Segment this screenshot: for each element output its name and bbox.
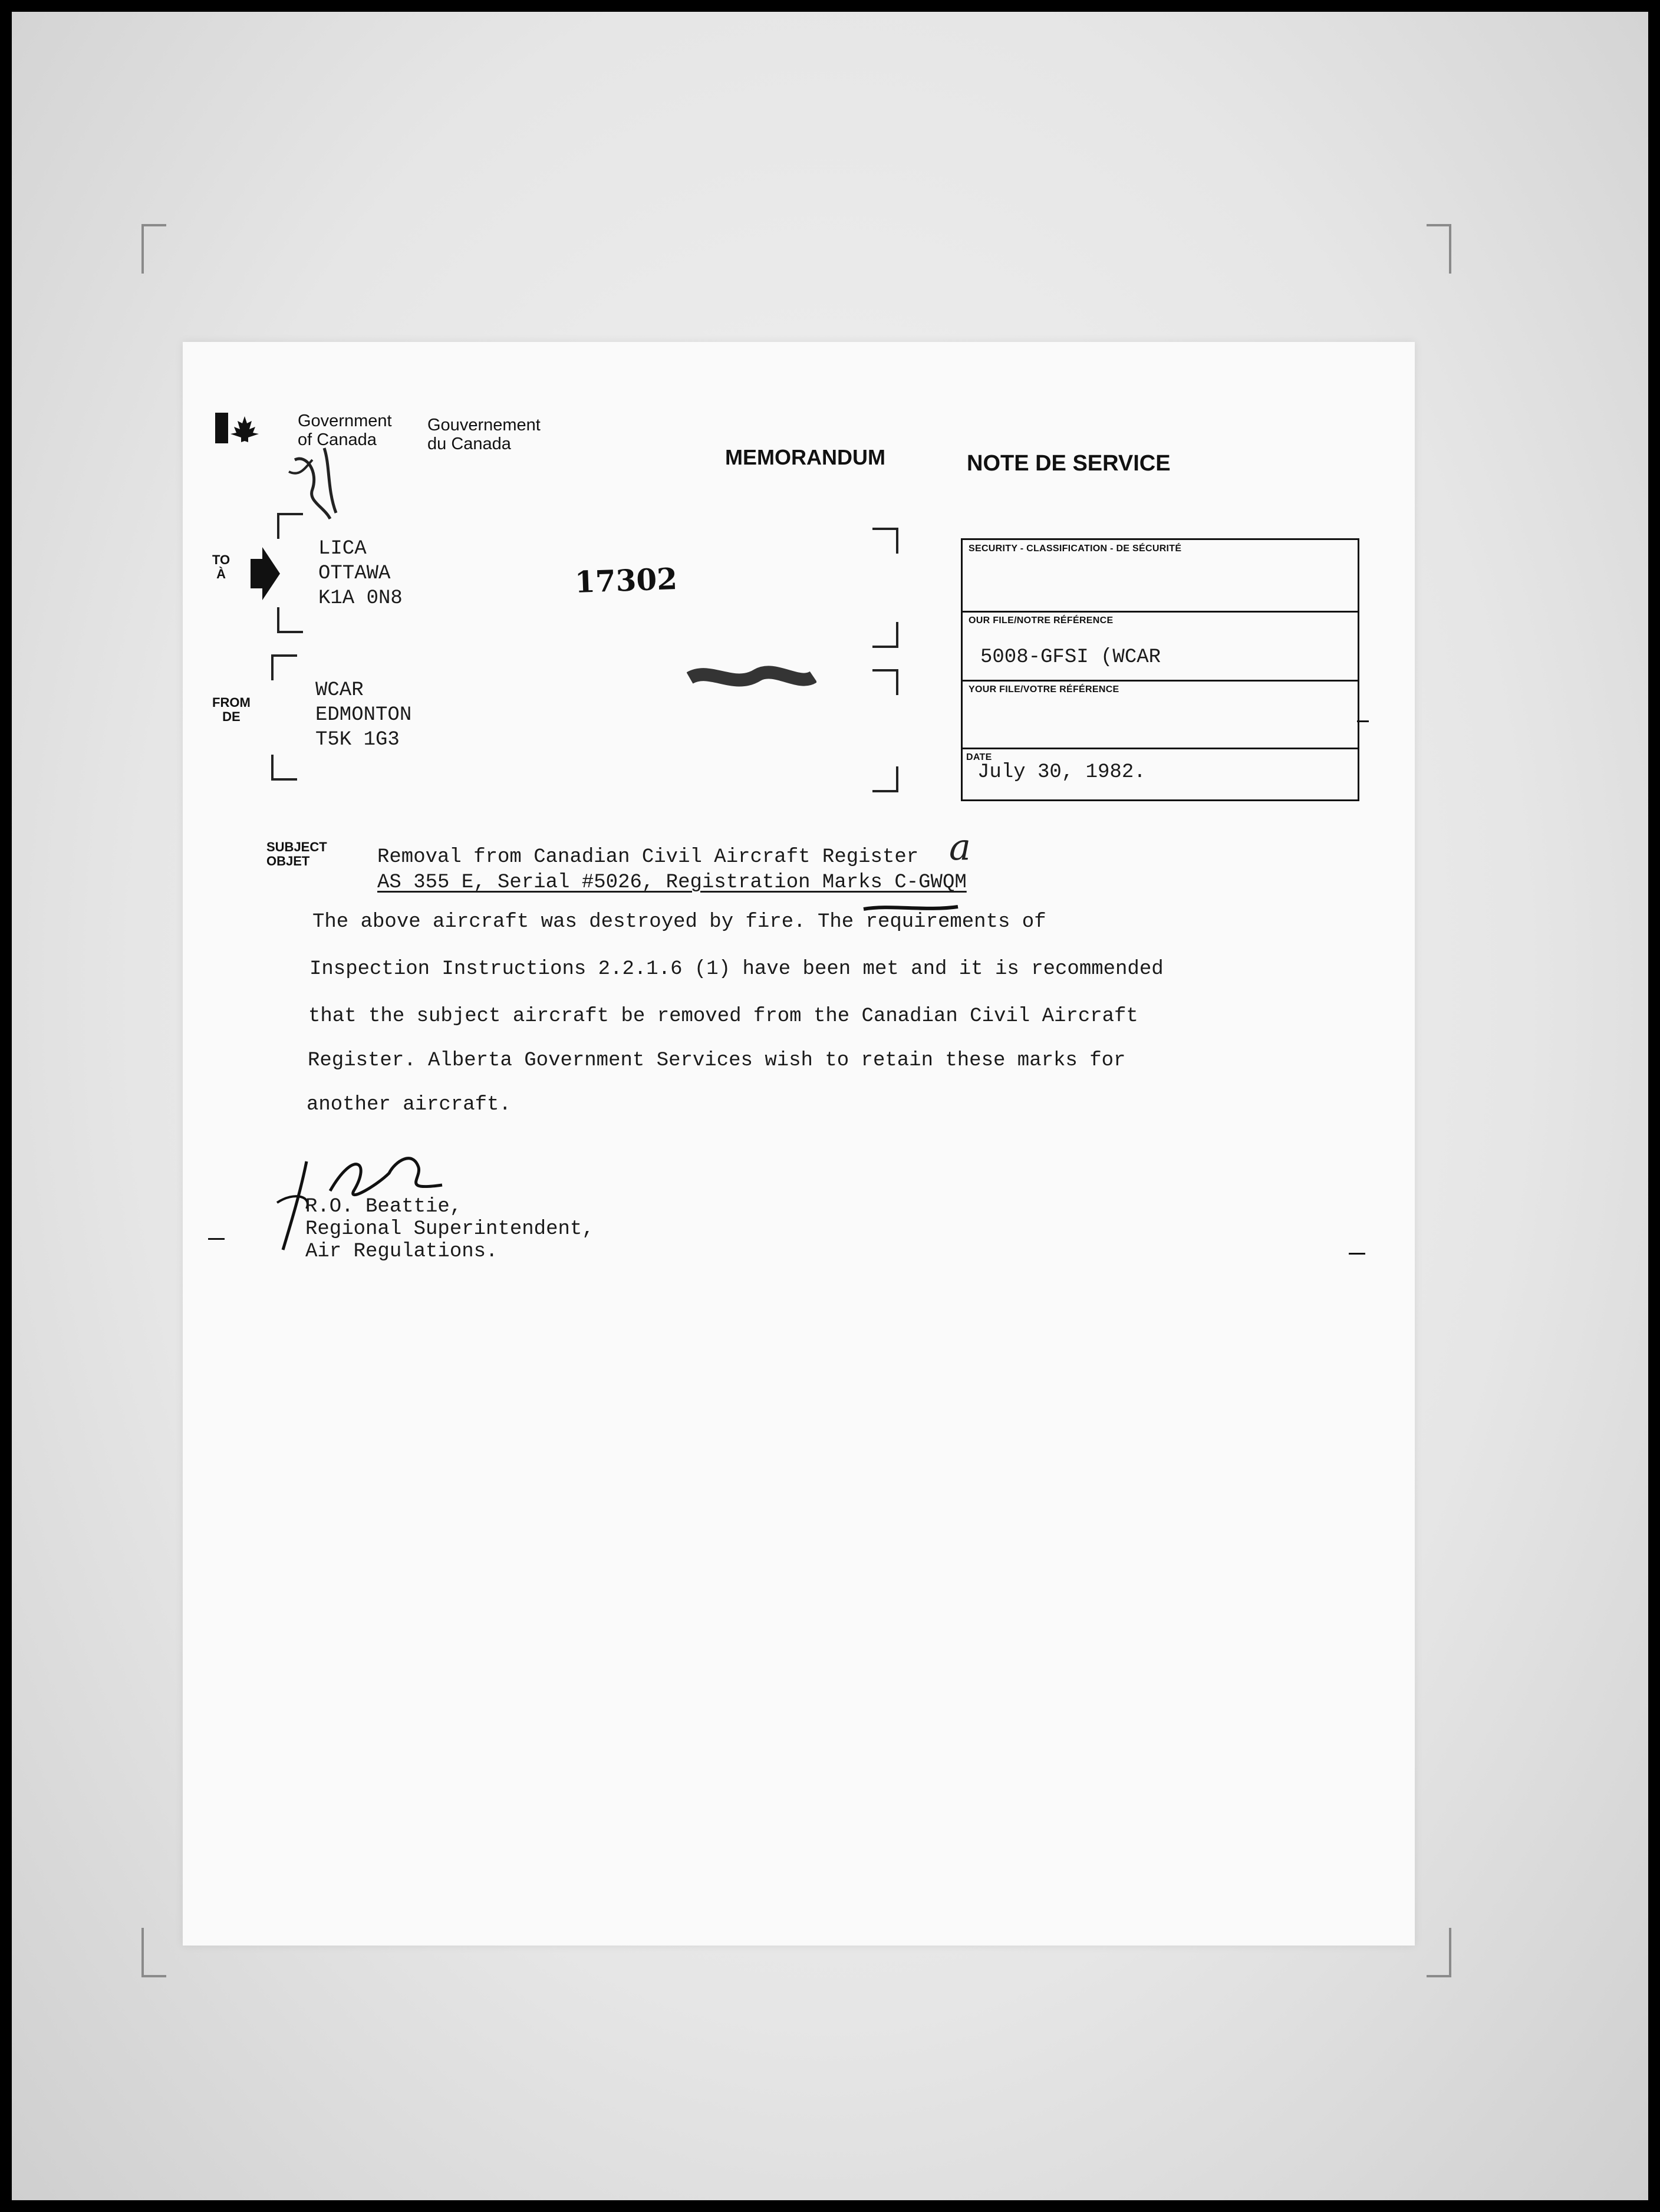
to-label: TO À	[212, 552, 230, 581]
crop-mark-top-left	[141, 224, 166, 274]
crop-mark-bottom-right	[1427, 1928, 1451, 1977]
to-address-line3: K1A 0N8	[318, 587, 403, 610]
body-line-1: The above aircraft was destroyed by fire. The requirements of	[312, 911, 1046, 933]
from-address	[315, 678, 411, 752]
from-address-line3: T5K 1G3	[315, 729, 400, 751]
our-file-label: OUR FILE/NOTRE RÉFÉRENCE	[969, 615, 1114, 626]
to-arrow-icon	[251, 547, 280, 603]
subject-label: SUBJECT OBJET	[266, 840, 327, 868]
date-value: July 30, 1982.	[977, 761, 1146, 784]
right-margin-tick	[1349, 1253, 1365, 1255]
letterhead-french-line2: du Canada	[427, 434, 511, 453]
signatory-department: Air Regulations.	[305, 1240, 498, 1263]
letterhead-french-line1: Gouvernement	[427, 416, 541, 434]
letterhead-english-line1: Government	[298, 412, 392, 430]
box-side-tick	[1357, 720, 1369, 722]
left-margin-tick	[208, 1238, 225, 1240]
crop-mark-bottom-left	[141, 1928, 166, 1977]
our-file-value: 5008-GFSI (WCAR	[980, 646, 1161, 669]
to-bracket-top	[277, 513, 303, 539]
center-bracket-top-2	[872, 669, 898, 695]
body-line-4: Register. Alberta Government Services wish to retain these marks for	[308, 1049, 1126, 1072]
body-line-2: Inspection Instructions 2.2.1.6 (1) have been met and it is recommended	[309, 958, 1164, 980]
to-address	[318, 536, 403, 611]
from-address-line2: EDMONTON	[315, 704, 412, 726]
body-line-3: that the subject aircraft be removed from the Canadian Civil Aircraft	[308, 1005, 1138, 1028]
from-bracket-top	[271, 654, 297, 680]
center-bracket-bottom-1	[872, 622, 898, 648]
stamp-number: 17302	[574, 561, 678, 600]
our-file-row	[963, 611, 1358, 613]
your-file-row	[963, 680, 1358, 682]
canada-flag-logo	[215, 413, 274, 446]
crop-mark-top-right	[1427, 224, 1451, 274]
subject-line1: Removal from Canadian Civil Aircraft Register	[377, 846, 919, 868]
to-bracket-bottom	[277, 607, 303, 633]
struck-out-stamp	[687, 660, 816, 699]
body-line-5: another aircraft.	[307, 1094, 511, 1116]
signature-block	[305, 1196, 594, 1263]
signatory-name: R.O. Beattie,	[305, 1196, 462, 1218]
to-address-line2: OTTAWA	[318, 562, 391, 585]
from-label: FROM DE	[212, 695, 251, 724]
your-file-label: YOUR FILE/VOTRE RÉFÉRENCE	[969, 684, 1119, 694]
memorandum-heading: MEMORANDUM	[725, 445, 885, 469]
security-label: SECURITY - CLASSIFICATION - DE SÉCURITÉ	[969, 544, 1182, 554]
signatory-title: Regional Superintendent,	[305, 1218, 594, 1240]
letterhead-english-line2: of Canada	[298, 430, 377, 449]
note-de-service-heading: NOTE DE SERVICE	[967, 451, 1171, 476]
scan-background	[12, 12, 1648, 2200]
reference-box	[961, 538, 1359, 801]
to-address-line1: LICA	[318, 538, 367, 560]
memo-page	[183, 342, 1415, 1946]
subject-line2: AS 355 E, Serial #5026, Registration Marks C-GWQM	[377, 871, 967, 894]
center-bracket-bottom-2	[872, 766, 898, 792]
from-address-line1: WCAR	[315, 679, 364, 702]
date-row	[963, 748, 1358, 749]
subject-handwritten-note: a	[949, 825, 971, 868]
from-bracket-bottom	[271, 755, 297, 781]
date-label: DATE	[966, 752, 992, 762]
letterhead-french	[427, 416, 541, 453]
center-bracket-top-1	[872, 528, 898, 554]
